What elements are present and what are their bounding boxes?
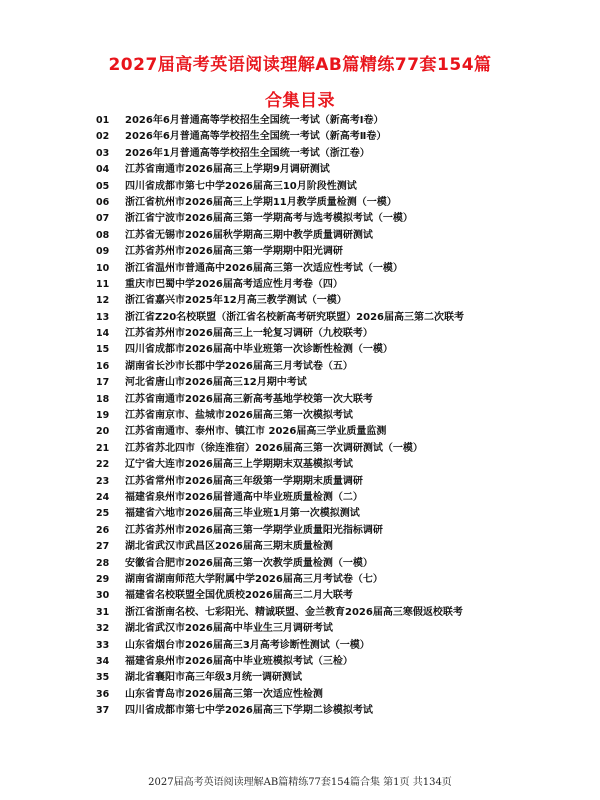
toc-entry-title: 2026年6月普通高等学校招生全国统一考试（新高考Ⅱ卷）: [125, 131, 387, 143]
toc-entry-number: 33: [96, 639, 110, 651]
toc-entry-number: 26: [96, 524, 110, 536]
toc-entry-title: 浙江省宁波市2026届高三第一学期高考与选考模拟考试（一模）: [125, 213, 413, 225]
toc-entry: [0, 326, 600, 342]
toc-entry-number: 07: [96, 213, 110, 225]
toc-entry: [0, 441, 600, 457]
toc-entry-title: 浙江省温州市普通高中2026届高三第一次适应性考试（一模）: [125, 262, 403, 274]
toc-entry-title: 江苏省南京市、盐城市2026届高三第一次模拟考试: [125, 410, 353, 422]
page-footer: 2027届高考英语阅读理解AB篇精练77套154篇合集 第1页 共134页: [148, 777, 452, 788]
toc-entry: [0, 293, 600, 309]
toc-entry-title: 江苏省苏州市2026届高三第一学期学业质量阳光指标调研: [125, 524, 383, 536]
toc-entry: [0, 490, 600, 506]
toc-entry-title: 山东省青岛市2026届高三第一次适应性检测: [125, 688, 323, 700]
toc-entry-title: 湖北省武汉市2026届高中毕业生三月调研考试: [125, 623, 333, 635]
toc-entry-title: 湖北省武汉市武昌区2026届高三期末质量检测: [125, 541, 333, 553]
toc-entry-title: 福建省名校联盟全国优质校2026届高三二月大联考: [125, 590, 353, 602]
toc-entry: [0, 261, 600, 277]
toc-entry-number: 35: [96, 672, 110, 684]
toc-entry-number: 01: [96, 115, 110, 126]
toc-entry: [0, 342, 600, 358]
toc-entry: [0, 506, 600, 522]
document-title: 2027届高考英语阅读理解AB篇精练77套154篇: [108, 55, 492, 75]
toc-entry-title: 安徽省合肥市2026届高三第一次教学质量检测（一模）: [125, 557, 373, 569]
toc-entry-number: 08: [96, 229, 110, 241]
toc-entry-title: 福建省六地市2026届高三毕业班1月第一次模拟测试: [125, 508, 360, 520]
toc-entry: [0, 556, 600, 572]
toc-entry-title: 2026年6月普通高等学校招生全国统一考试（新高考Ⅰ卷）: [125, 115, 384, 126]
toc-entry-title: 湖南省湖南师范大学附属中学2026届高三月考试卷（七）: [125, 573, 383, 585]
toc-entry-number: 03: [96, 147, 110, 159]
toc-entry-title: 浙江省嘉兴市2025年12月高三教学测试（一模）: [125, 295, 347, 307]
toc-entry: [0, 539, 600, 555]
toc-entry-number: 27: [96, 541, 110, 553]
toc-entry-title: 福建省泉州市2026届高中毕业班模拟考试（三检）: [125, 655, 353, 667]
toc-entry-number: 25: [96, 508, 110, 520]
toc-entry: [0, 408, 600, 424]
toc-entry: [0, 523, 600, 539]
toc-entry-number: 28: [96, 557, 110, 569]
toc-entry-number: 15: [96, 344, 110, 356]
toc-entry-title: 浙江省浙南名校、七彩阳光、精诚联盟、金兰教育2026届高三寒假返校联考: [125, 606, 463, 618]
toc-entry: [0, 359, 600, 375]
toc-entry-number: 04: [96, 164, 110, 176]
toc-entry-number: 14: [96, 328, 110, 340]
toc-entry: [0, 277, 600, 293]
toc-entry-title: 江苏省苏州市2026届高三上一轮复习调研（九校联考）: [125, 328, 373, 340]
toc-entry-number: 19: [96, 410, 110, 422]
document-subtitle: 合集目录: [265, 91, 335, 111]
toc-entry-number: 36: [96, 688, 110, 700]
toc-entry-number: 22: [96, 459, 110, 471]
toc-entry-title: 湖北省襄阳市高三年级3月统一调研测试: [125, 672, 302, 684]
toc-entry: [0, 179, 600, 195]
toc-entry-title: 江苏省南通市、泰州市、镇江市 2026届高三学业质量监测: [125, 426, 387, 438]
toc-entry-title: 四川省成都市第七中学2026届高三10月阶段性测试: [125, 180, 357, 192]
toc-entry-title: 四川省成都市2026届高中毕业班第一次诊断性检测（一模）: [125, 344, 393, 356]
toc-entry: [0, 621, 600, 637]
toc-entry-title: 河北省唐山市2026届高三12月期中考试: [125, 377, 307, 389]
toc-entry-number: 09: [96, 246, 110, 258]
toc-entry-number: 02: [96, 131, 110, 143]
toc-entry-number: 16: [96, 360, 110, 372]
toc-entry: [0, 605, 600, 621]
toc-entry-number: 20: [96, 426, 110, 438]
toc-entry-number: 24: [96, 491, 110, 503]
toc-entry-title: 江苏省常州市2026届高三年级第一学期期末质量调研: [125, 475, 363, 487]
toc-entry-number: 32: [96, 623, 110, 635]
toc-entry-title: 江苏省南通市2026届高三上学期9月调研测试: [125, 164, 330, 176]
toc-entry: [0, 638, 600, 654]
toc-entry-title: 江苏省无锡市2026届秋学期高三期中教学质量调研测试: [125, 229, 373, 241]
toc-entry-number: 34: [96, 655, 110, 667]
toc-entry-number: 05: [96, 180, 110, 192]
toc-entry-number: 17: [96, 377, 110, 389]
toc-entry: [0, 228, 600, 244]
toc-entry-title: 江苏省南通市2026届高三新高考基地学校第一次大联考: [125, 393, 373, 405]
toc-entry-title: 江苏省苏北四市（徐连淮宿）2026届高三第一次调研测试（一模）: [125, 442, 423, 454]
toc-entry: [0, 654, 600, 670]
toc-entry-title: 2026年1月普通高等学校招生全国统一考试（浙江卷）: [125, 147, 370, 159]
toc-entry-number: 21: [96, 442, 110, 454]
toc-entry-number: 31: [96, 606, 110, 618]
toc-entry: [0, 687, 600, 703]
toc-entry-number: 06: [96, 196, 110, 208]
toc-entry: [0, 375, 600, 391]
toc-entry: [0, 670, 600, 686]
toc-entry: [0, 588, 600, 604]
toc-entry-title: 福建省泉州市2026届普通高中毕业班质量检测（二）: [125, 491, 363, 503]
toc-entry: [0, 424, 600, 440]
toc-entry-title: 江苏省苏州市2026届高三第一学期期中阳光调研: [125, 246, 343, 258]
toc-entry-number: 13: [96, 311, 110, 323]
toc-entry-title: 浙江省Z20名校联盟（浙江省名校新高考研究联盟）2026届高三第二次联考: [125, 311, 464, 323]
toc-entry: [0, 392, 600, 408]
toc-entry-title: 重庆市巴蜀中学2026届高考适应性月考卷（四）: [125, 278, 343, 290]
toc-entry-number: 29: [96, 573, 110, 585]
toc-entry: [0, 113, 600, 129]
toc-entry: [0, 146, 600, 162]
toc-entry: [0, 457, 600, 473]
toc-entry: [0, 572, 600, 588]
toc-entry: [0, 129, 600, 145]
toc-entry-title: 辽宁省大连市2026届高三上学期期末双基模拟考试: [125, 459, 353, 471]
toc-entry: [0, 244, 600, 260]
toc-entry-number: 12: [96, 295, 110, 307]
toc-entry-title: 浙江省杭州市2026届高三上学期11月教学质量检测（一模）: [125, 196, 397, 208]
toc-entry: [0, 310, 600, 326]
toc-entry: [0, 195, 600, 211]
toc-entry: [0, 703, 600, 719]
toc-entry-title: 湖南省长沙市长郡中学2026届高三月考试卷（五）: [125, 360, 353, 372]
toc-entry-number: 10: [96, 262, 110, 274]
toc-entry-number: 23: [96, 475, 110, 487]
toc-entry-number: 37: [96, 705, 110, 717]
toc-entry: [0, 162, 600, 178]
table-of-contents: [0, 113, 600, 719]
toc-entry-title: 山东省烟台市2026届高三3月高考诊断性测试（一模）: [125, 639, 370, 651]
toc-entry-number: 18: [96, 393, 110, 405]
toc-entry-title: 四川省成都市第七中学2026届高三下学期二诊模拟考试: [125, 705, 373, 717]
toc-entry: [0, 211, 600, 227]
toc-entry: [0, 474, 600, 490]
toc-entry-number: 11: [96, 278, 110, 290]
toc-entry-number: 30: [96, 590, 110, 602]
